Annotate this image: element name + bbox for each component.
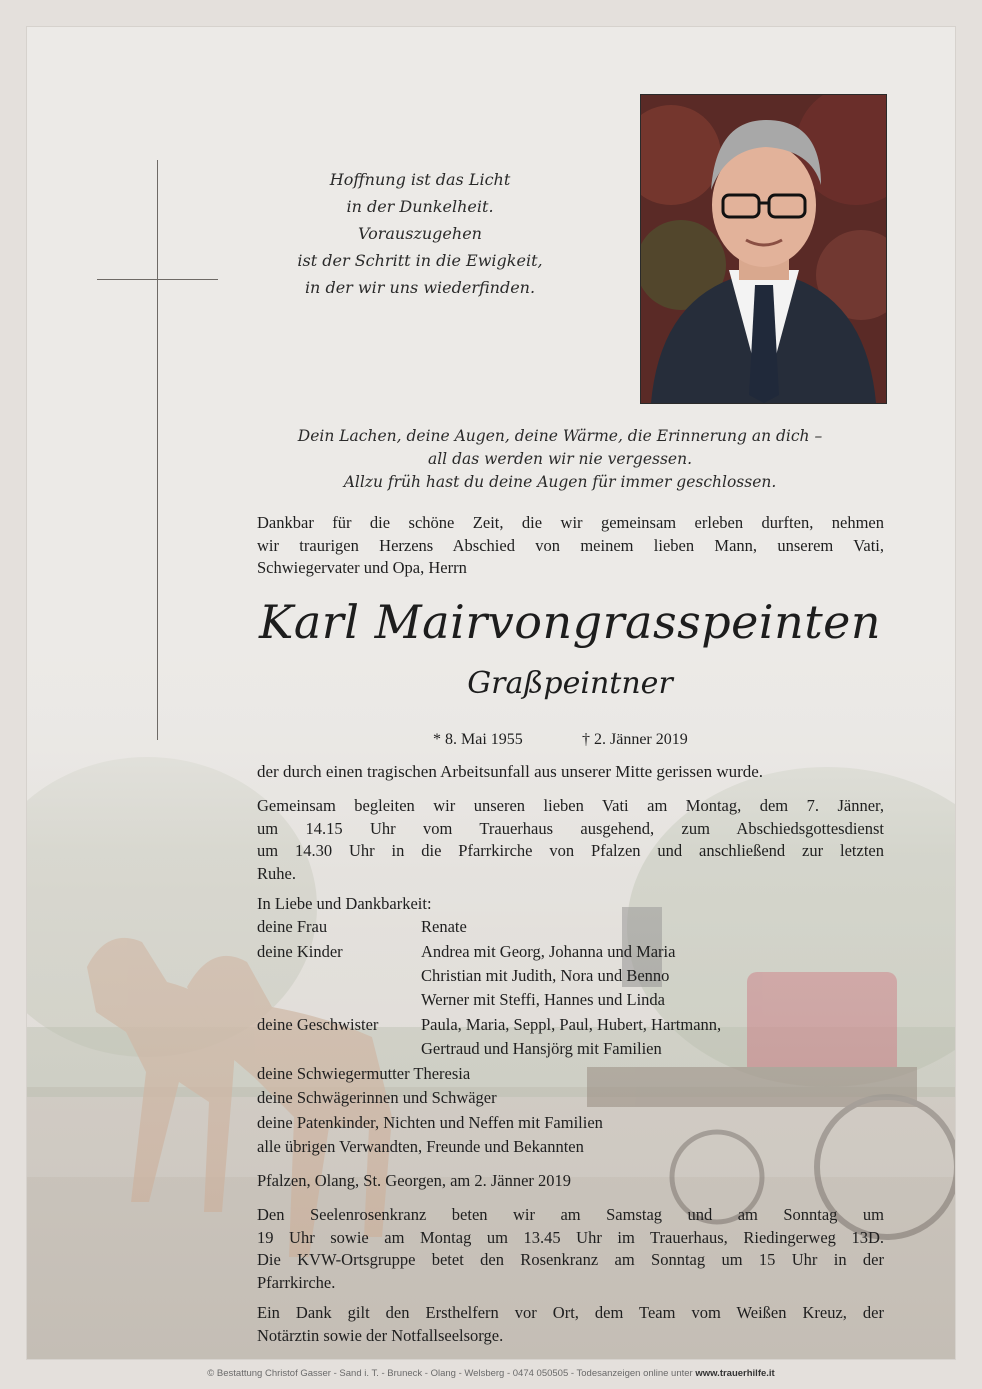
quote-line: all das werden wir nie vergessen. <box>427 450 692 468</box>
quote-line: Allzu früh hast du deine Augen für immer geschlossen. <box>343 473 777 491</box>
footer-website-link[interactable]: www.trauerhilfe.it <box>695 1368 775 1379</box>
text-line: Die KVW-Ortsgruppe betet den Rosenkranz am Sonntag um 15 Uhr in der <box>257 1250 884 1269</box>
quote-line: in der wir uns wiederfinden. <box>304 278 536 297</box>
family-label: deine Patenkinder, Nichten und Neffen mit Familien <box>257 1113 603 1132</box>
birth-date: * 8. Mai 1955 <box>433 731 523 748</box>
family-value: Christian mit Judith, Nora und Benno <box>421 966 670 985</box>
thanks-paragraph <box>257 1302 884 1347</box>
cross-vertical-bar <box>157 160 158 740</box>
funeral-paragraph <box>257 795 884 885</box>
family-label: deine Frau <box>257 917 328 936</box>
deceased-name: Karl Mairvongrasspeinten <box>258 595 882 649</box>
family-label: alle übrigen Verwandten, Freunde und Bekannten <box>257 1137 584 1156</box>
quote-line: ist der Schritt in die Ewigkeit, <box>297 251 543 270</box>
text-line: um 14.15 Uhr vom Trauerhaus ausgehend, zum Abschiedsgottesdienst <box>257 818 884 838</box>
quote-top <box>290 166 550 301</box>
place-and-date: Pfalzen, Olang, St. Georgen, am 2. Jänner 2019 <box>257 1171 572 1190</box>
quote-line: Dein Lachen, deine Augen, deine Wärme, die Erinnerung an dich – <box>297 427 823 445</box>
death-date: † 2. Jänner 2019 <box>582 731 688 748</box>
text-line: Schwiegervater und Opa, Herrn <box>257 558 467 577</box>
family-value: Renate <box>421 917 467 936</box>
text-line: Ein Dank gilt den Ersthelfern vor Ort, dem Team vom Weißen Kreuz, der <box>257 1303 884 1322</box>
family-intro: In Liebe und Dankbarkeit: <box>257 894 432 913</box>
family-label: deine Geschwister <box>257 1015 379 1034</box>
family-value: Gertraud und Hansjörg mit Familien <box>421 1039 662 1058</box>
family-value: Andrea mit Georg, Johanna und Maria <box>421 942 676 961</box>
cause-of-death: der durch einen tragischen Arbeitsunfall aus unserer Mitte gerissen wurde. <box>257 762 764 781</box>
text-line: Notärztin sowie der Notfallseelsorge. <box>257 1325 504 1345</box>
footer-text: © Bestattung Christof Gasser - Sand i. T. - Bruneck - Olang - Welsberg - 0474 050505 - Todesanzeigen online unter <box>207 1368 693 1379</box>
cross-horizontal-bar <box>97 279 218 280</box>
family-value: Werner mit Steffi, Hannes und Linda <box>421 990 665 1009</box>
deceased-nickname: Graßpeintner <box>467 666 673 701</box>
text-line: Ruhe. <box>257 863 296 883</box>
family-value: Paula, Maria, Seppl, Paul, Hubert, Hartmann, <box>421 1015 722 1034</box>
text-line: Den Seelenrosenkranz beten wir am Samstag und am Sonntag um <box>257 1205 884 1224</box>
quote-line: Vorauszugehen <box>358 224 482 243</box>
text-line: Dankbar für die schöne Zeit, die wir gemeinsam erleben durften, nehmen <box>257 513 884 532</box>
quote-line: in der Dunkelheit. <box>346 197 494 216</box>
portrait-photo <box>640 94 887 404</box>
quote-line: Hoffnung ist das Licht <box>329 170 511 189</box>
text-line: 19 Uhr sowie am Montag um 13.45 Uhr im Trauerhaus, Riedingerweg 13D. <box>257 1227 884 1247</box>
family-label: deine Schwägerinnen und Schwäger <box>257 1088 497 1107</box>
text-line: um 14.30 Uhr in die Pfarrkirche von Pfalzen und anschließend zur letzten <box>257 841 884 860</box>
quote-middle <box>240 425 880 494</box>
text-line: wir traurigen Herzens Abschied von meinem lieben Mann, unserem Vati, <box>257 535 884 555</box>
family-label: deine Kinder <box>257 942 343 961</box>
text-line: Pfarrkirche. <box>257 1272 336 1292</box>
intro-paragraph <box>257 512 884 580</box>
footer <box>0 1368 982 1379</box>
text-line: Gemeinsam begleiten wir unseren lieben Vati am Montag, dem 7. Jänner, <box>257 796 884 815</box>
family-label: deine Schwiegermutter Theresia <box>257 1064 471 1083</box>
rosary-paragraph <box>257 1204 884 1294</box>
